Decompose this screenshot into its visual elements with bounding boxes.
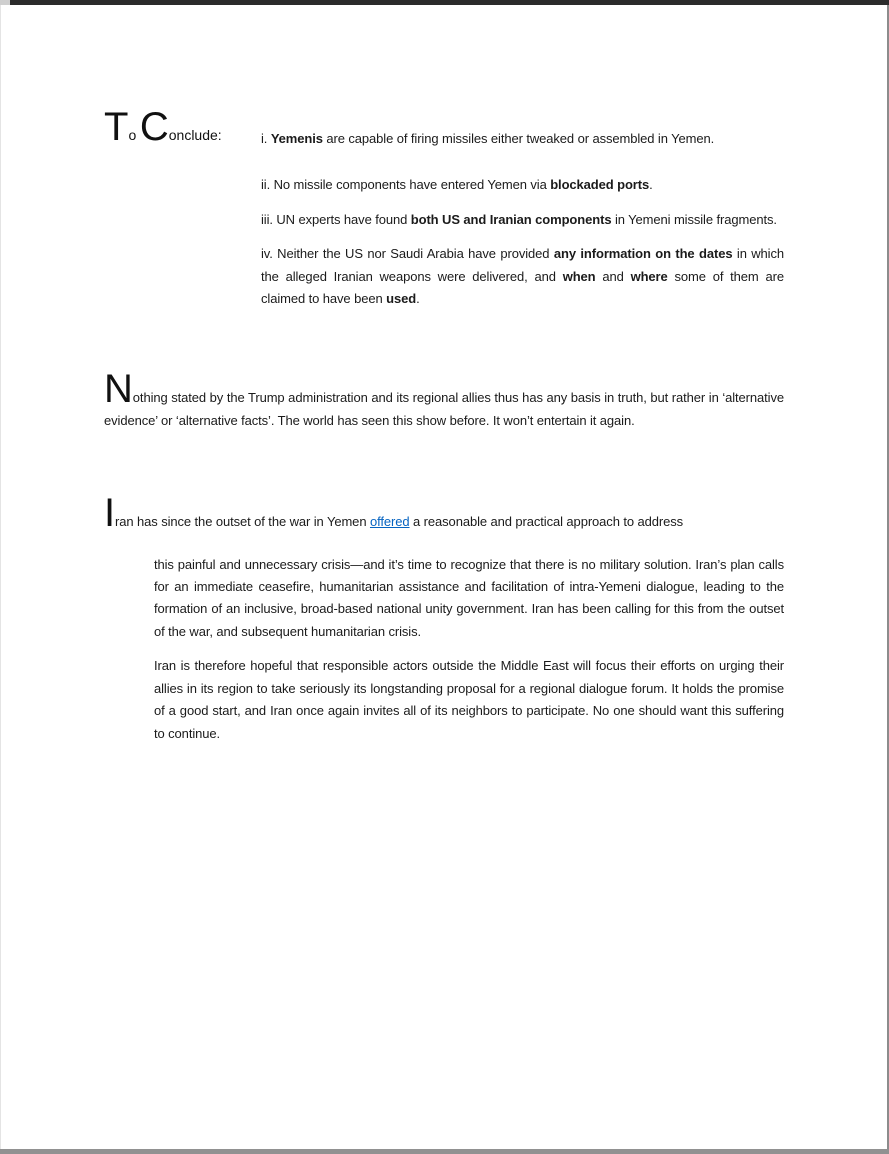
conclusion-item-i xyxy=(261,128,784,150)
item-iv-bold-used: used xyxy=(386,291,417,307)
paragraph-nothing xyxy=(104,367,784,432)
item-iv-bold-when: when xyxy=(562,268,596,284)
item-i-text: i. xyxy=(261,131,271,146)
item-iv-bold-dates: any information on the dates xyxy=(553,246,733,262)
heading-small-o: o xyxy=(128,127,137,143)
paragraph-iran-post: a reasonable and practical approach to address xyxy=(409,514,684,530)
heading-rest: onclude: xyxy=(168,127,222,143)
item-iii-text-2: in Yemeni missile fragments. xyxy=(611,211,777,227)
dropcap-n: N xyxy=(104,367,133,412)
item-iv-bold-where: where xyxy=(630,268,668,284)
page-edge-left xyxy=(0,5,1,1149)
dropcap-i: I xyxy=(104,491,116,536)
item-iv-text-3: and xyxy=(595,268,631,284)
paragraph-iran-pre: ran has since the outset of the war in Yemen xyxy=(115,514,370,530)
page-content xyxy=(104,128,784,745)
paragraph-nothing-text: othing stated by the Trump administration and its regional allies thus has any basis in truth, but rather in ‘alternative evidence’ or ‘alternative facts’. The world has seen this show before. It won’t entertain it again. xyxy=(104,390,784,428)
heading-cap-c: C xyxy=(139,105,169,149)
item-ii-text: ii. No missile components have entered Yemen via xyxy=(261,177,551,193)
paragraph-iran-offer xyxy=(104,491,784,536)
page-edge-top xyxy=(10,0,889,5)
item-iii-text: iii. UN experts have found xyxy=(261,211,411,227)
conclusion-item-iv xyxy=(261,243,784,310)
item-iv-text: iv. Neither the US nor Saudi Arabia have provided xyxy=(261,246,554,262)
item-iv-text-2: in which the alleged Iranian weapons were delivered, and xyxy=(261,246,784,284)
item-iv-text-4: some of them are claimed to have been xyxy=(261,268,784,307)
conclusion-item-iii xyxy=(261,209,784,231)
indented-paragraph-1: this painful and unnecessary crisis—and it’s time to recognize that there is no military solution. Iran’s plan calls for an immediate ceasefire, humanitarian assistance and facilitation of intra-Yemeni dialogue, leading to the formation of an inclusive, broad-based national unity government. Iran has been calling for this from the outset of the war, and subsequent humanitarian crisis. xyxy=(154,556,784,639)
offered-link[interactable]: offered xyxy=(369,514,410,530)
item-iii-bold: both US and Iranian components xyxy=(410,211,612,227)
indented-paragraph-2: Iran is therefore hopeful that responsible actors outside the Middle East will focus their efforts on urging their allies in its region to take seriously its longstanding proposal for a regional dialogue forum. It holds the promise of a good start, and Iran once again invites all of its neighbors to participate. No one should want this suffering to continue. xyxy=(154,658,784,741)
item-iv-text-5: . xyxy=(416,291,420,307)
conclusion-list xyxy=(261,128,784,310)
page-edge-bottom xyxy=(0,1149,889,1154)
conclusion-item-ii xyxy=(261,174,784,196)
item-ii-bold: blockaded ports xyxy=(550,177,650,193)
page-edge-top-left xyxy=(0,0,10,5)
item-i-text-2: are capable of firing missiles either tweaked or assembled in Yemen. xyxy=(322,131,715,146)
item-i-bold: Yemenis xyxy=(270,131,323,146)
heading-cap-t: T xyxy=(104,105,129,149)
item-ii-text-2: . xyxy=(649,177,653,193)
